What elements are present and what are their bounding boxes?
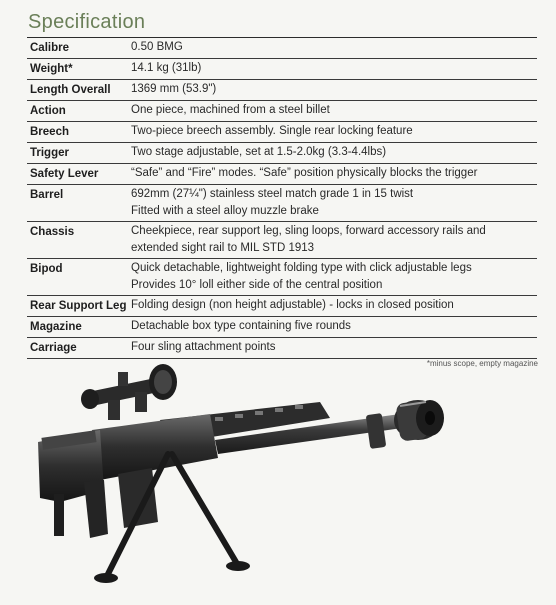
spec-value-line: 14.1 kg (31lb) [131,62,202,74]
muzzle-brake [394,400,444,442]
spec-label: Chassis [30,226,75,238]
spec-label: Action [30,105,66,117]
spec-value-line: Two stage adjustable, set at 1.5-2.0kg (3.3-4.4lbs) [131,146,387,158]
spec-label: Length Overall [30,84,111,96]
spec-row-length-overall [27,80,537,101]
rifle-image [0,362,556,605]
spec-value [131,339,537,356]
spec-label: Barrel [30,189,64,201]
spec-label: Calibre [30,42,69,54]
spec-value [131,165,537,182]
spec-value-line: 0.50 BMG [131,41,183,53]
spec-label: Trigger [30,147,69,159]
spec-value-line: Quick detachable, lightweight folding type with click adjustable legs [131,262,472,274]
spec-row-safety-lever [27,164,537,185]
spec-value-line: Four sling attachment points [131,341,276,353]
spec-label: Weight* [30,63,73,75]
footnote: *minus scope, empty magazine [426,359,538,368]
spec-row-magazine [27,317,537,338]
receiver [92,414,218,480]
spec-value-line: Detachable box type containing five rounds [131,320,351,332]
spec-label: Magazine [30,321,82,333]
spec-row-breech [27,122,537,143]
spec-value [131,144,537,161]
spec-value-line: Cheekpiece, rear support leg, sling loops, forward accessory rails and [131,225,486,237]
spec-value [131,297,537,314]
spec-value-line: extended sight rail to MIL STD 1913 [131,242,315,254]
spec-value-line: Provides 10° loll either side of the central position [131,279,383,291]
spec-row-barrel [27,185,537,222]
spec-value [131,60,537,77]
spec-label: Carriage [30,342,77,354]
spec-value [131,223,537,257]
spec-value [131,186,537,220]
page-title: Specification [28,11,146,33]
spec-value-line: 1369 mm (53.9") [131,83,217,95]
pistol-grip [84,480,108,538]
spec-value [131,39,537,56]
spec-value-line: Fitted with a steel alloy muzzle brake [131,205,319,217]
spec-row-bipod [27,259,537,296]
spec-value [131,102,537,119]
spec-label: Bipod [30,263,63,275]
spec-value [131,260,537,294]
spec-value [131,123,537,140]
scope [81,364,177,420]
spec-row-carriage [27,338,537,359]
spec-row-weight [27,59,537,80]
spec-row-action [27,101,537,122]
spec-value [131,81,537,98]
spec-label: Safety Lever [30,168,99,180]
spec-label: Breech [30,126,69,138]
spec-value-line: 692mm (27¼") stainless steel match grade 1 in 15 twist [131,188,414,200]
spec-row-calibre [27,38,537,59]
rear-support-leg [54,494,64,536]
specification-table [27,37,537,359]
spec-value-line: One piece, machined from a steel billet [131,104,330,116]
spec-row-chassis [27,222,537,259]
spec-value [131,318,537,335]
spec-row-rear-support-leg [27,296,537,317]
spec-value-line: “Safe” and “Fire” modes. “Safe” position physically blocks the trigger [131,167,478,179]
spec-value-line: Two-piece breech assembly. Single rear locking feature [131,125,413,137]
spec-row-trigger [27,143,537,164]
spec-label: Rear Support Leg [30,300,127,312]
spec-value-line: Folding design (non height adjustable) - locks in closed position [131,299,454,311]
